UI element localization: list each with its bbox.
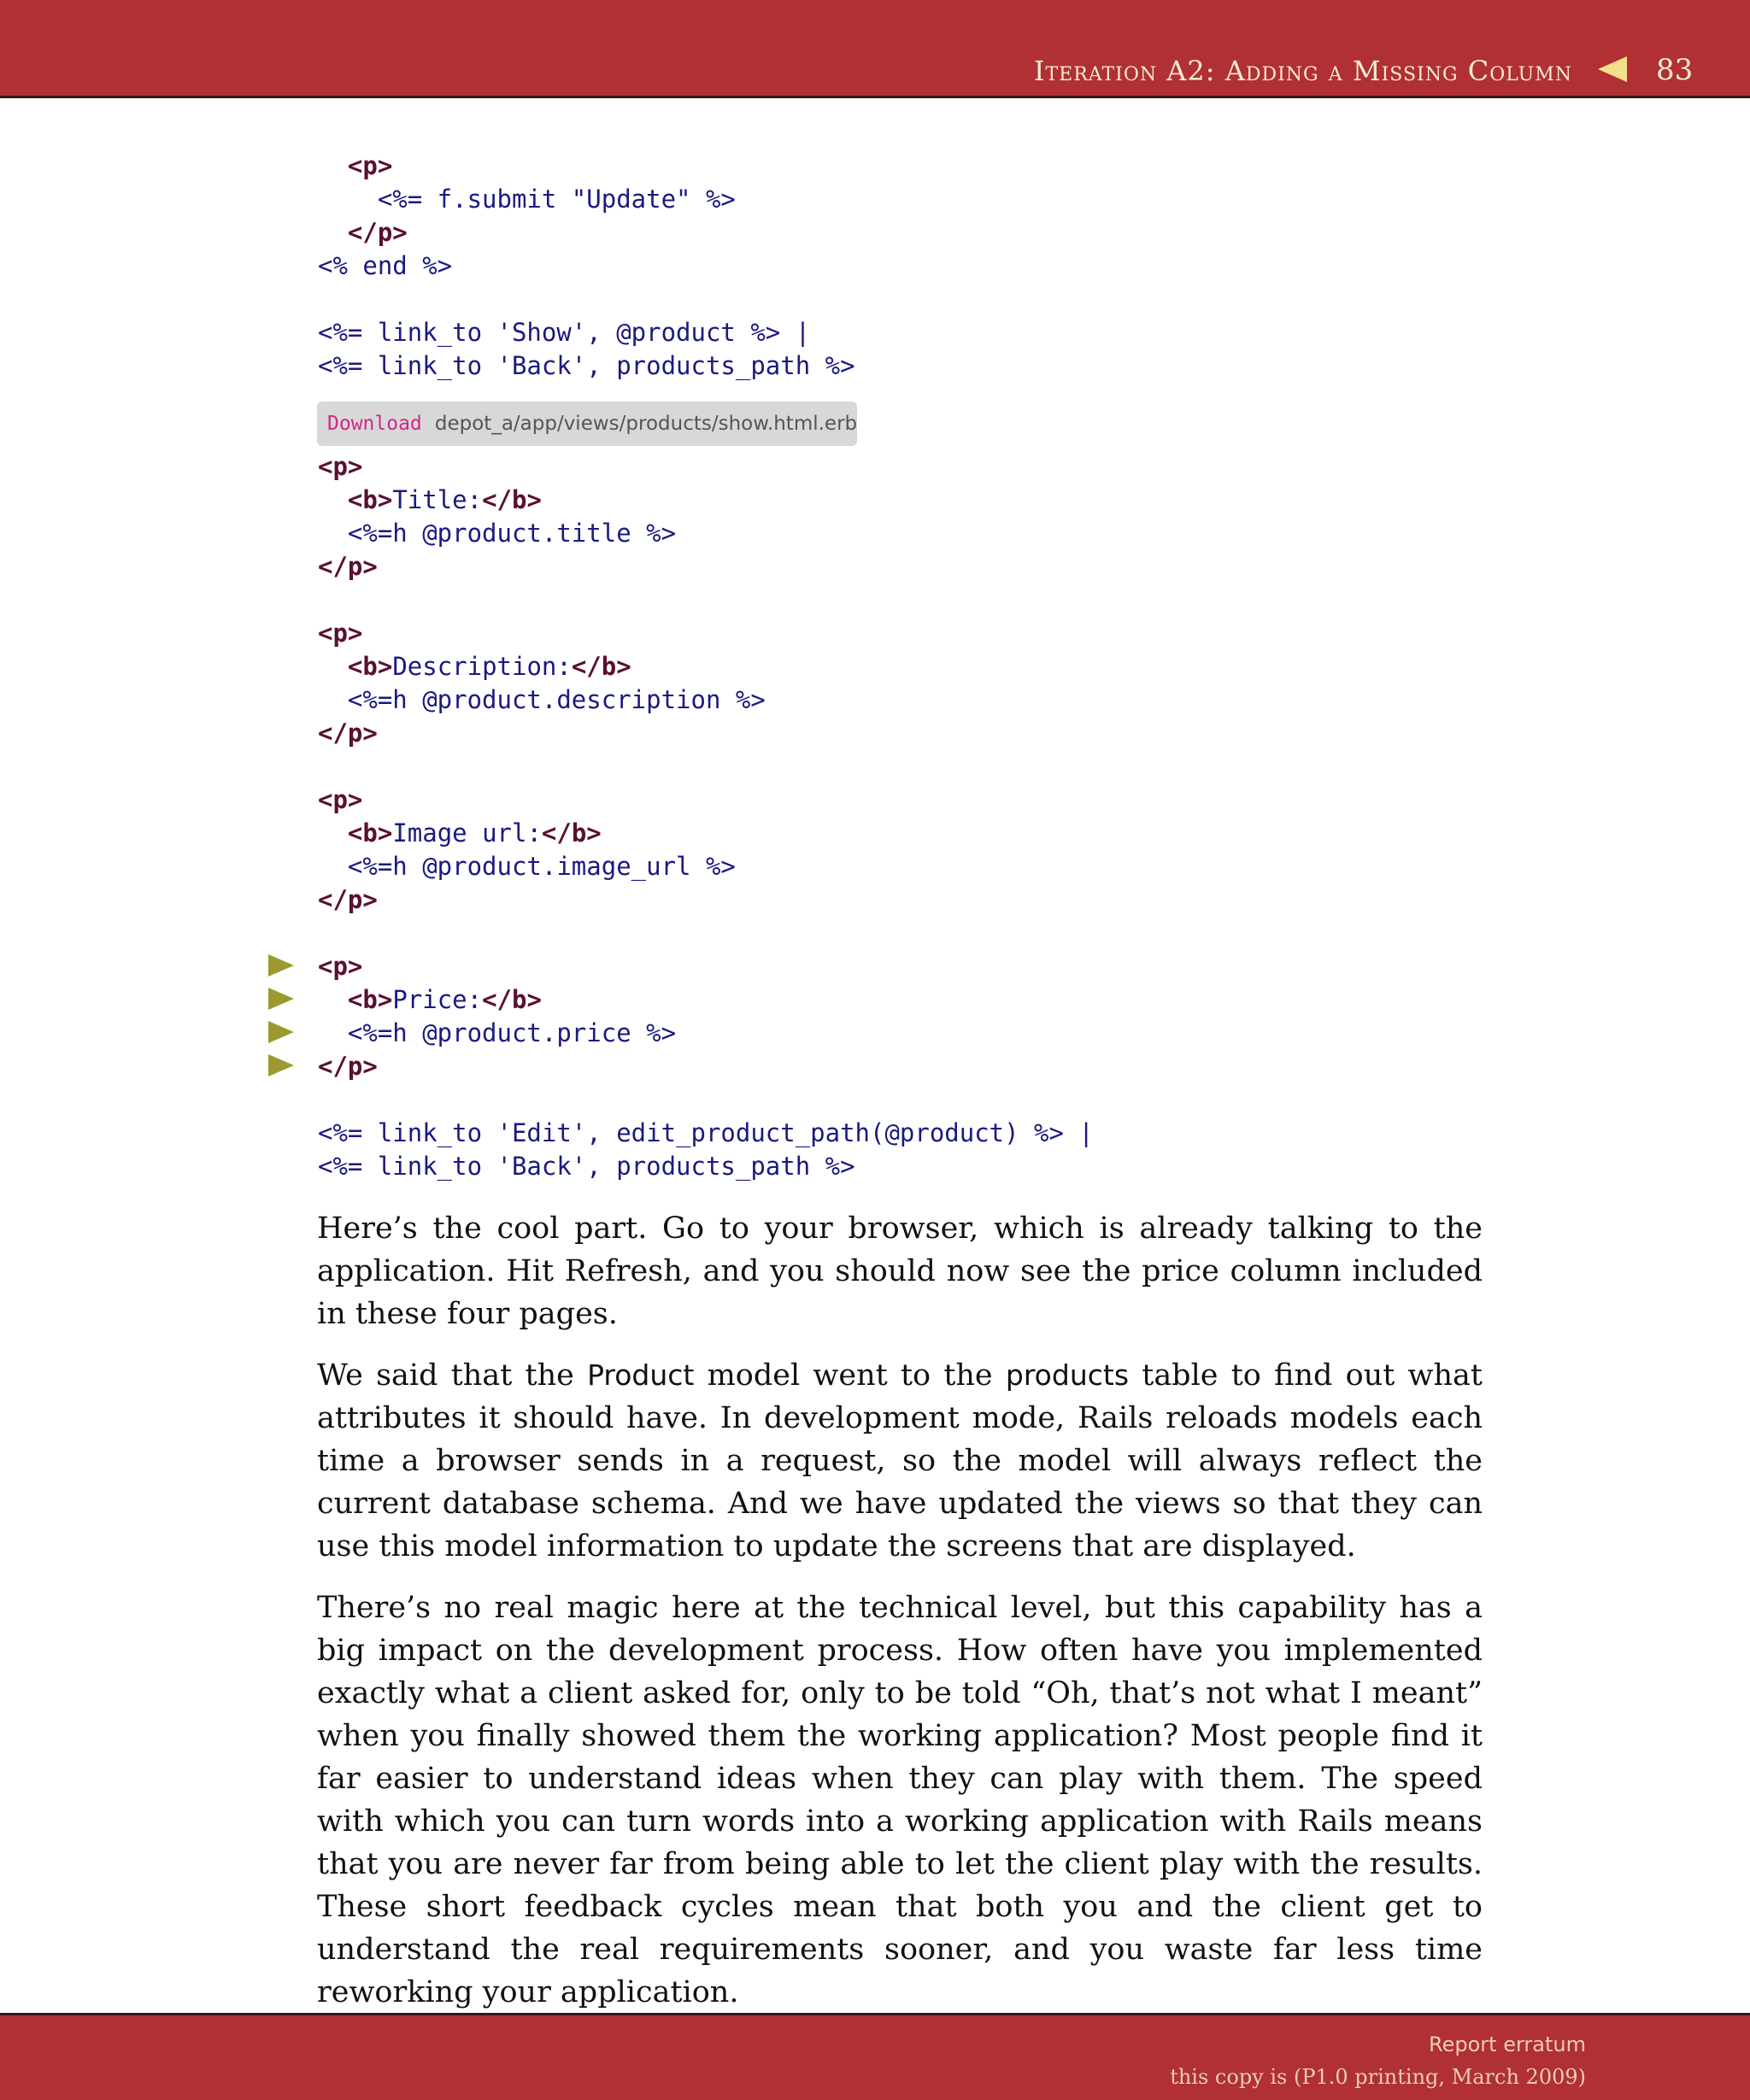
code-top-line [318, 283, 855, 316]
code-show-line [318, 750, 1094, 783]
code-top-line: </p> [347, 218, 408, 247]
code-show-line: <b>Description:</b> [347, 652, 631, 681]
code-show-line: <%=h @product.title %> [318, 519, 677, 548]
code-show-line: <b>Image url:</b> [347, 818, 602, 848]
body-text [317, 1207, 1483, 2033]
code-term-products: products [1005, 1358, 1130, 1392]
code-show-line: </p> [318, 552, 378, 581]
chapter-title: Iteration A2: Adding a Missing Column [1033, 55, 1572, 87]
code-show-line: <%= link_to 'Edit', edit_product_path(@product) %> | [318, 1118, 1094, 1147]
code-top-line: <% end %> [318, 251, 453, 280]
code-block-show [318, 450, 1094, 1183]
code-show-line [318, 584, 1094, 617]
code-show-line: <%=h @product.image_url %> [318, 852, 736, 881]
code-show-line: </p> [318, 885, 378, 914]
download-bar[interactable] [317, 402, 857, 446]
code-show-line: </p> [318, 1052, 378, 1081]
code-show-line: <%= link_to 'Back', products_path %> [318, 1152, 855, 1181]
copy-info: this copy is (P1.0 printing, March 2009) [1170, 2065, 1586, 2089]
report-erratum-link[interactable]: Report erratum [1429, 2033, 1586, 2056]
code-show-line: <p> [318, 452, 363, 481]
page-number: 83 [1656, 53, 1694, 87]
download-link[interactable]: Download [327, 413, 422, 435]
code-show-line: <p> [318, 952, 363, 981]
code-top-line: <%= link_to 'Show', @product %> | [318, 318, 811, 347]
code-top-line: <%= link_to 'Back', products_path %> [318, 351, 855, 380]
changed-line-marker-icon [268, 988, 294, 1010]
download-file-path: depot_a/app/views/products/show.html.erb [434, 413, 858, 435]
running-header [0, 0, 1750, 98]
paragraph: There’s no real magic here at the technical level, but this capability has a big impact on the development process. How often have you implemented exactly what a client asked for, only to be told “Oh, that’s not what I meant” when you finally showed them the working application? Most people find it far easier to understand ideas when they can play with them. The speed with which you can turn words into a working application with Rails means that you are never far from being able to let the client play with the results. These short feedback cycles mean that both you and the client get to understand the real requirements sooner, and you waste far less time reworking your application. [317, 1591, 1483, 2009]
code-top-line: <p> [347, 151, 393, 180]
previous-page-arrow-icon[interactable] [1598, 56, 1627, 82]
paragraph: We said that the Product model went to the products table to find out what attributes it should have. In development mode, Rails reloads models each time a browser sends in a request, so the model will always reflect the current database schema. And we have updated the views so that they can use this model information to update the screens that are displayed. [317, 1358, 1483, 1563]
paragraph: Here’s the cool part. Go to your browser, which is already talking to the application. Hit Refresh, and you should now see the price column included in these four pages. [317, 1211, 1483, 1331]
code-show-line: </p> [318, 719, 378, 748]
code-show-line: <b>Price:</b> [347, 985, 542, 1014]
code-term-product: Product [587, 1358, 695, 1392]
code-show-line [318, 917, 1094, 950]
changed-line-marker-icon [268, 954, 294, 977]
code-show-line: <%=h @product.price %> [318, 1018, 677, 1047]
code-show-line: <p> [318, 619, 363, 648]
code-block-top [318, 150, 855, 383]
code-show-line: <b>Title:</b> [347, 485, 542, 514]
changed-line-marker-icon [268, 1054, 294, 1076]
footer-bar [0, 2013, 1750, 2100]
code-show-line: <%=h @product.description %> [318, 685, 766, 714]
code-show-line [318, 1083, 1094, 1117]
code-top-line: <%= f.submit "Update" %> [318, 185, 736, 214]
code-show-line: <p> [318, 785, 363, 814]
changed-line-marker-icon [268, 1021, 294, 1043]
